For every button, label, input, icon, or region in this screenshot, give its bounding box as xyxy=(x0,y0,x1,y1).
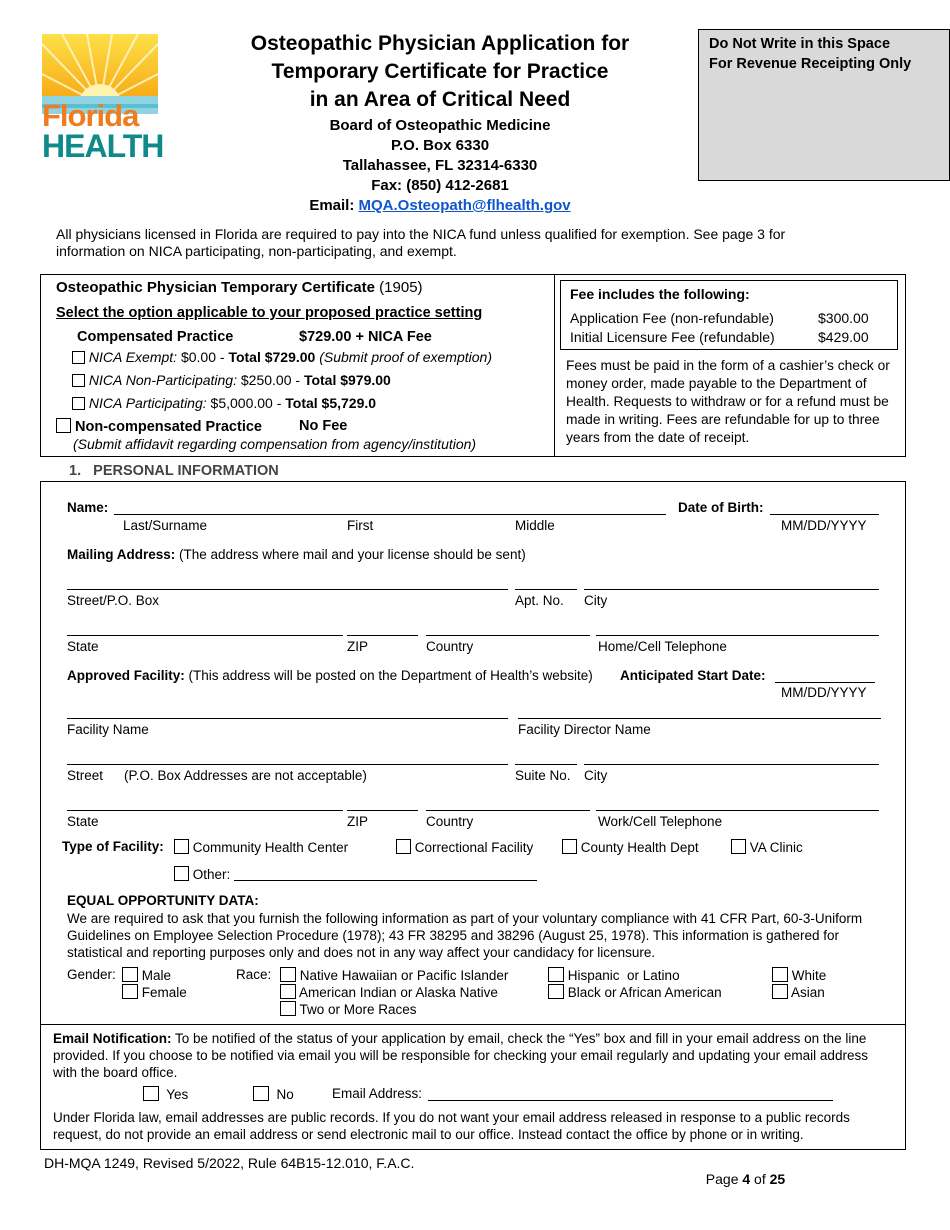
form-title-line-2: Temporary Certificate for Practice xyxy=(271,60,609,83)
state-caption: State xyxy=(67,639,99,654)
florida-health-logo xyxy=(42,34,164,164)
personal-info-heading: 1. PERSONAL INFORMATION xyxy=(69,463,279,479)
receipt-line-2: For Revenue Receipting Only xyxy=(709,56,912,72)
native-hawaiian-label: Native Hawaiian or Pacific Islander xyxy=(299,968,509,983)
mailing-city-input[interactable] xyxy=(584,589,879,590)
facility-name-input[interactable] xyxy=(67,718,508,719)
facility-state-input[interactable] xyxy=(67,810,343,811)
facility-director-caption: Facility Director Name xyxy=(518,722,651,737)
email-label: Email: xyxy=(309,197,355,214)
email-section-divider xyxy=(40,1024,906,1025)
va-label: VA Clinic xyxy=(749,840,803,855)
receipt-line-1: Do Not Write in this Space xyxy=(709,36,891,52)
gender-female[interactable] xyxy=(122,984,187,1000)
nica-exempt-checkbox[interactable] xyxy=(72,351,85,364)
email-line xyxy=(200,196,680,216)
home-phone-caption: Home/Cell Telephone xyxy=(598,639,727,654)
gender-label: Gender: xyxy=(67,967,116,982)
fax-line: Fax: (850) 412-2681 xyxy=(371,177,509,194)
option-nica-participating[interactable] xyxy=(72,395,376,411)
public-records-text: Under Florida law, email addresses are public records. If you do not want your email address released in response to a public records request, do not provide an email address or send electronic mail to our office. Instead contact the office by phone or in writing. xyxy=(53,1110,850,1142)
city-line: Tallahassee, FL 32314-6330 xyxy=(342,157,538,174)
black-label: Black or African American xyxy=(567,985,722,1000)
option-amount: $250.00 - xyxy=(240,372,304,388)
facility-street-input[interactable] xyxy=(67,764,508,765)
page-of: of xyxy=(750,1171,770,1187)
type-of-facility-label: Type of Facility: xyxy=(62,839,164,854)
compensated-label: Compensated Practice xyxy=(77,329,234,345)
mailing-address-label xyxy=(67,547,526,562)
compensated-fee: $729.00 + NICA Fee xyxy=(299,329,432,345)
email-notification-text xyxy=(53,1030,893,1081)
facility-type-other[interactable] xyxy=(174,866,230,882)
facility-type-correctional[interactable] xyxy=(396,839,533,855)
female-label: Female xyxy=(141,985,187,1000)
chc-checkbox[interactable] xyxy=(174,839,189,854)
work-phone-input[interactable] xyxy=(596,810,879,811)
asian-checkbox[interactable] xyxy=(772,984,788,999)
facility-director-input[interactable] xyxy=(518,718,881,719)
start-date-input[interactable] xyxy=(775,682,875,683)
option-noncompensated[interactable] xyxy=(56,418,262,435)
noncompensated-note: (Submit affidavit regarding compensation from agency/institution) xyxy=(73,436,477,452)
email-yes-label: Yes xyxy=(166,1087,189,1102)
native-hawaiian-checkbox[interactable] xyxy=(280,967,296,982)
race-black[interactable] xyxy=(548,984,722,1000)
street-po-caption: Street/P.O. Box xyxy=(67,593,160,608)
logo-health-text: HEALTH xyxy=(42,128,164,164)
race-white[interactable] xyxy=(772,967,826,983)
eeo-text: We are required to ask that you furnish the following information as part of your voluntary compliance with 41 CFR Part, 60-3-Uniform Guidelines on Employee Selection Procedure (1978); 43 FR 38295 and 38296 (August 25, 1978). This information is gathered for statistical and reporting purposes only and does not in any way affect your candidacy for licensure. xyxy=(67,911,863,960)
facility-note: (This address will be posted on the Department of Health’s website) xyxy=(184,668,593,683)
form-title-line-1: Osteopathic Physician Application for xyxy=(250,32,630,55)
start-date-format-caption: MM/DD/YYYY xyxy=(781,685,867,700)
option-total: Total $729.00 xyxy=(228,349,316,365)
email-no-checkbox[interactable] xyxy=(253,1086,269,1101)
revenue-receipt-box xyxy=(698,29,950,181)
female-checkbox[interactable] xyxy=(122,984,138,999)
white-label: White xyxy=(791,968,827,983)
email-notification-label: Email Notification: xyxy=(53,1031,172,1046)
form-id-footer: DH-MQA 1249, Revised 5/2022, Rule 64B15-12.010, F.A.C. xyxy=(44,1155,415,1171)
facility-city-caption: City xyxy=(584,768,608,783)
page-current: 4 xyxy=(742,1171,751,1187)
race-hispanic[interactable] xyxy=(548,967,680,983)
start-date-label: Anticipated Start Date: xyxy=(620,668,766,683)
correctional-checkbox[interactable] xyxy=(396,839,411,854)
page-total: 25 xyxy=(769,1171,786,1187)
apt-caption: Apt. No. xyxy=(515,593,564,608)
home-phone-input[interactable] xyxy=(596,635,879,636)
american-indian-checkbox[interactable] xyxy=(280,984,296,999)
facility-zip-caption: ZIP xyxy=(347,814,369,829)
licensure-fee-amount: $429.00 xyxy=(818,329,869,345)
facility-label-bold: Approved Facility: xyxy=(67,668,185,683)
dob-format-caption: MM/DD/YYYY xyxy=(781,518,867,533)
noncompensated-checkbox[interactable] xyxy=(56,418,71,433)
last-name-caption: Last/Surname xyxy=(123,518,208,533)
form-title-line-3: in an Area of Critical Need xyxy=(309,88,571,111)
mailing-zip-input[interactable] xyxy=(347,635,418,636)
dob-label: Date of Birth: xyxy=(678,500,764,515)
certificate-divider xyxy=(554,274,555,457)
black-checkbox[interactable] xyxy=(548,984,564,999)
other-checkbox[interactable] xyxy=(174,866,189,881)
nica-intro: All physicians licensed in Florida are required to pay into the NICA fund unless qualified for exemption. See page 3 for information on NICA participating, non-participating, and exempt. xyxy=(56,226,786,259)
nica-nonparticipating-checkbox[interactable] xyxy=(72,374,85,387)
option-amount: $5,000.00 - xyxy=(210,395,286,411)
facility-street-caption: Street xyxy=(67,768,104,783)
male-checkbox[interactable] xyxy=(122,967,138,982)
certificate-title xyxy=(56,279,423,296)
logo-florida-text: Florida xyxy=(42,98,139,133)
hispanic-checkbox[interactable] xyxy=(548,967,564,982)
email-address-input[interactable] xyxy=(428,1100,833,1101)
option-nica-nonparticipating[interactable] xyxy=(72,372,391,388)
option-total: Total $5,729.0 xyxy=(285,395,377,411)
chc-label: Community Health Center xyxy=(192,840,349,855)
fee-includes-title: Fee includes the following: xyxy=(570,286,750,302)
option-name: NICA Exempt: xyxy=(88,349,178,365)
race-american-indian[interactable] xyxy=(280,984,498,1000)
page-prefix: Page xyxy=(705,1171,743,1187)
american-indian-label: American Indian or Alaska Native xyxy=(299,985,498,1000)
application-fee-amount: $300.00 xyxy=(818,310,869,326)
option-note: (Submit proof of exemption) xyxy=(315,349,492,365)
mailing-note: (The address where mail and your license should be sent) xyxy=(175,547,526,562)
noncompensated-label: Non-compensated Practice xyxy=(75,419,262,435)
option-nica-exempt[interactable] xyxy=(72,349,492,365)
licensure-fee-label: Initial Licensure Fee (refundable) xyxy=(570,329,775,345)
suite-caption: Suite No. xyxy=(515,768,571,783)
facility-country-input[interactable] xyxy=(426,810,590,811)
certificate-code: (1905) xyxy=(379,279,423,296)
option-name: NICA Non-Participating: xyxy=(88,372,237,388)
email-no-option[interactable] xyxy=(253,1086,294,1102)
white-checkbox[interactable] xyxy=(772,967,788,982)
mailing-state-input[interactable] xyxy=(67,635,343,636)
facility-type-chc[interactable] xyxy=(174,839,348,855)
option-name: NICA Participating: xyxy=(88,395,207,411)
mailing-apt-input[interactable] xyxy=(515,589,577,590)
email-address-label: Email Address: xyxy=(332,1086,423,1101)
city-caption: City xyxy=(584,593,608,608)
name-label: Name: xyxy=(67,500,109,515)
facility-state-caption: State xyxy=(67,814,99,829)
po-box: P.O. Box 6330 xyxy=(390,137,490,154)
select-option-heading: Select the option applicable to your proposed practice setting xyxy=(56,305,483,321)
certificate-name: Osteopathic Physician Temporary Certificate xyxy=(56,279,375,296)
gender-male[interactable] xyxy=(122,967,171,983)
first-name-caption: First xyxy=(347,518,374,533)
mailing-street-input[interactable] xyxy=(67,589,508,590)
facility-country-caption: Country xyxy=(426,814,474,829)
county-label: County Health Dept xyxy=(580,840,699,855)
facility-city-input[interactable] xyxy=(584,764,879,765)
race-label: Race: xyxy=(236,967,272,982)
board-email-link[interactable]: MQA.Osteopath@flhealth.gov xyxy=(358,197,571,214)
mailing-label-bold: Mailing Address: xyxy=(67,547,176,562)
county-checkbox[interactable] xyxy=(562,839,577,854)
page-number xyxy=(698,1155,785,1187)
work-phone-caption: Work/Cell Telephone xyxy=(598,814,723,829)
facility-type-va[interactable] xyxy=(731,839,803,855)
option-total: Total $979.00 xyxy=(303,372,391,388)
race-native-hawaiian[interactable] xyxy=(280,967,508,983)
approved-facility-label xyxy=(67,668,593,683)
zip-caption: ZIP xyxy=(347,639,369,654)
email-yes-option[interactable] xyxy=(143,1086,188,1102)
noncompensated-fee: No Fee xyxy=(299,418,348,434)
race-asian[interactable] xyxy=(772,984,825,1000)
option-amount: $0.00 - xyxy=(180,349,229,365)
country-caption: Country xyxy=(426,639,474,654)
middle-name-caption: Middle xyxy=(515,518,555,533)
other-facility-input[interactable] xyxy=(234,880,537,881)
asian-label: Asian xyxy=(791,985,825,1000)
two-or-more-label: Two or More Races xyxy=(299,1002,417,1017)
email-no-label: No xyxy=(276,1087,294,1102)
application-fee-label: Application Fee (non-refundable) xyxy=(570,310,774,326)
male-label: Male xyxy=(141,968,172,983)
dob-input[interactable] xyxy=(770,514,879,515)
mailing-country-input[interactable] xyxy=(426,635,590,636)
facility-street-note: (P.O. Box Addresses are not acceptable) xyxy=(124,768,367,783)
va-checkbox[interactable] xyxy=(731,839,746,854)
header-block xyxy=(200,30,680,216)
eeo-heading: EQUAL OPPORTUNITY DATA: xyxy=(67,893,259,908)
facility-zip-input[interactable] xyxy=(347,810,418,811)
two-or-more-checkbox[interactable] xyxy=(280,1001,296,1016)
board-name: Board of Osteopathic Medicine xyxy=(329,117,551,134)
correctional-label: Correctional Facility xyxy=(414,840,534,855)
email-yes-checkbox[interactable] xyxy=(143,1086,159,1101)
facility-type-county[interactable] xyxy=(562,839,699,855)
name-input[interactable] xyxy=(114,514,666,515)
facility-name-caption: Facility Name xyxy=(67,722,149,737)
facility-suite-input[interactable] xyxy=(515,764,577,765)
hispanic-label: Hispanic or Latino xyxy=(567,968,680,983)
nica-participating-checkbox[interactable] xyxy=(72,397,85,410)
email-notification-body: To be notified of the status of your application by email, check the “Yes” box and fill in your email address on the line provided. If you choose to be notified via email you will be responsible for checking your email regularly and updating your email address with the board office. xyxy=(53,1031,868,1080)
other-label: Other: xyxy=(192,867,231,882)
fee-payment-note: Fees must be paid in the form of a cashier’s check or money order, made payable to the Department of Health. Requests to withdraw or for a refund must be made in writing. Fees are refundable for up to three years from the date of receipt. xyxy=(566,358,890,445)
race-two-or-more[interactable] xyxy=(280,1001,417,1017)
